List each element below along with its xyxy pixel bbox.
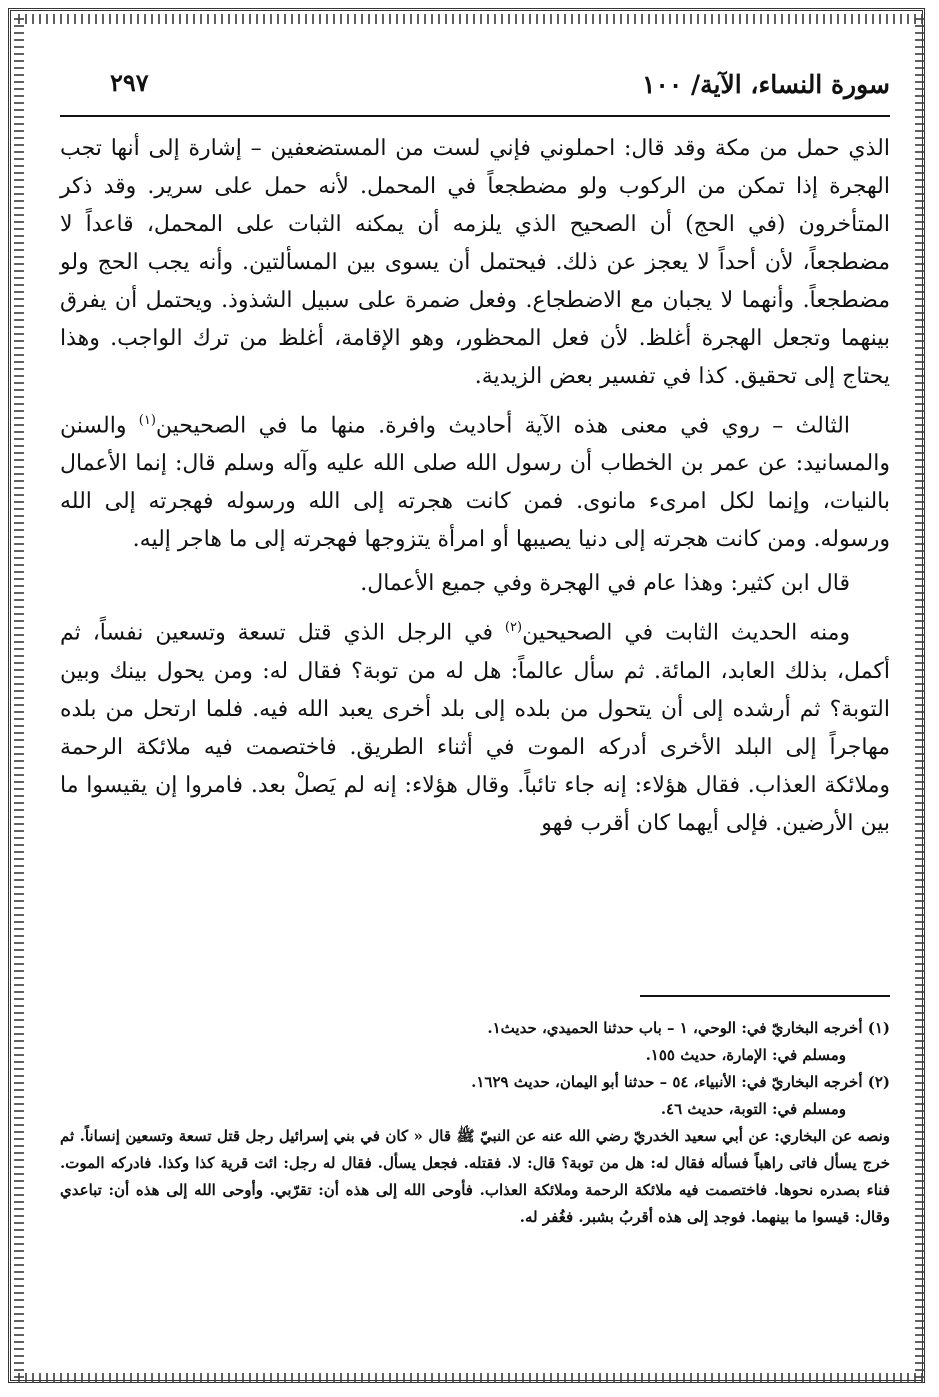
- footnote-2-quote: ونصه عن البخاري: عن أبي سعيد الخدريّ رضي الله عنه عن النبيّ ﷺ قال « كان في بني إسرائيل رجل قتل تسعة وتسعين إنساناً. ثم خرج يسأل فاتى راهباً فسأله فقال له: هل من توبة؟ قال: لا. فقتله. فجعل يسأل. فقال له رجل: ائت قرية كذا وكذا. فادركه الموت. فناء بصدره نحوها. فاختصمت فيه ملائكة الرحمة وملائكة العذاب. فأوحى الله إلى هذه أن: تقرّبي. وأوحى الله إلى هذه أن: تباعدي وقال: قيسوا ما بينهما. فوجد إلى هذه أقربُ بشبر. فغُفر له.: [60, 1127, 890, 1226]
- paragraph-2: [60, 402, 890, 559]
- footnote-ref-1: (١): [138, 413, 156, 428]
- paragraph-4-rest: في الرجل الذي قتل تسعة وتسعين نفساً، ثم أكمل، بذلك العابد، المائة. ثم سأل عالماً: هل له من توبة؟ فقال له: ومن يحول بينك وبين التوبة؟ ثم أرشده إلى أن يتحول من بلده إلى بلد أخرى يعبد الله فيه. فلما ارتحل من بلده مهاجراً إلى البلد الأخرى أدركه الموت في أثناء الطريق. فاختصمت فيه ملائكة الرحمة وملائكة العذاب. فقال هؤلاء: إنه جاء تائباً. وقال هؤلاء: إنه لم يَصلْ بعد. فامروا إن يقيسوا ما بين الأرضين. فإلى أيهما كان أقرب فهو: [60, 620, 890, 836]
- paragraph-2-start: الثالث – روي في معنى هذه الآية أحاديث وافرة. منها ما في الصحيحين: [155, 413, 850, 439]
- footnote-2-line-2: ومسلم في: التوبة، حديث ٤٦.: [660, 1100, 846, 1118]
- footnote-1-line-1: (١) أخرجه البخاريّ في: الوحي، ١ – باب حدثنا الحميدي، حديث١.: [487, 1019, 890, 1037]
- book-page: [60, 60, 891, 1226]
- paragraph-4: [60, 609, 890, 842]
- footnote-2-line-1: (٢) أخرجه البخاريّ في: الأنبياء، ٥٤ – حدثنا أبو اليمان، حديث ١٦٢٩.: [471, 1073, 890, 1091]
- page-header: [60, 60, 890, 110]
- page-number: ٢٩٧: [110, 68, 149, 97]
- footnote-ref-2: (٢): [504, 620, 523, 636]
- footnote-1-line-2: ومسلم في: الإمارة، حديث ١٥٥.: [645, 1046, 846, 1064]
- border-chain-top: [16, 14, 923, 24]
- running-title: سورة النساء، الآية/ ١٠٠: [642, 70, 890, 99]
- border-chain-left: [14, 16, 24, 1381]
- footnote-separator: [640, 995, 890, 997]
- paragraph-1: الذي حمل من مكة وقد قال: احملوني فإني لست من المستضعفين – إشارة إلى أنها تجب الهجرة إذا تمكن من الركوب ولو مضطجعاً في المحمل. لأنه حمل على سرير. وقد ذكر المتأخرون (في الحج) أن الصحيح الذي يلزمه أن يمكنه الثبات على المحمل، قاعداً لا مضطجعاً، لأن أحداً لا يعجز عن ذلك. فيحتمل أن يسوى بين المسألتين. وأنه يجب الحج ولو مضطجعاً. وأنهما لا يجبان مع الاضطجاع. وفعل ضمرة على سبيل الشذوذ. ويحتمل أن يفرق بينهما وتجعل الهجرة أغلظ. لأن فعل المحظور، وهو الإقامة، أغلظ من ترك الواجب. وهذا يحتاج إلى تحقيق. كذا في تفسير بعض الزيدية.: [60, 136, 891, 389]
- footnotes: [60, 1015, 890, 1231]
- border-chain-bottom: [16, 1373, 923, 1383]
- main-text: [60, 130, 890, 849]
- border-chain-right: [915, 16, 925, 1381]
- paragraph-4-start: ومنه الحديث الثابت في الصحيحين: [522, 620, 850, 646]
- paragraph-3: قال ابن كثير: وهذا عام في الهجرة وفي جميع الأعمال.: [360, 571, 850, 597]
- paragraph-2-rest: والسنن والمسانيد: عن عمر بن الخطاب أن رسول الله صلى الله عليه وآله وسلم قال: إنما الأعمال بالنيات، وإنما لكل امرىء مانوى. فمن كانت هجرته إلى الله ورسوله فهجرته إلى الله ورسوله. ومن كانت هجرته إلى دنيا يصيبها أو امرأة يتزوجها فهجرته إلى ما هاجر إليه.: [60, 413, 890, 553]
- header-rule: [60, 115, 890, 117]
